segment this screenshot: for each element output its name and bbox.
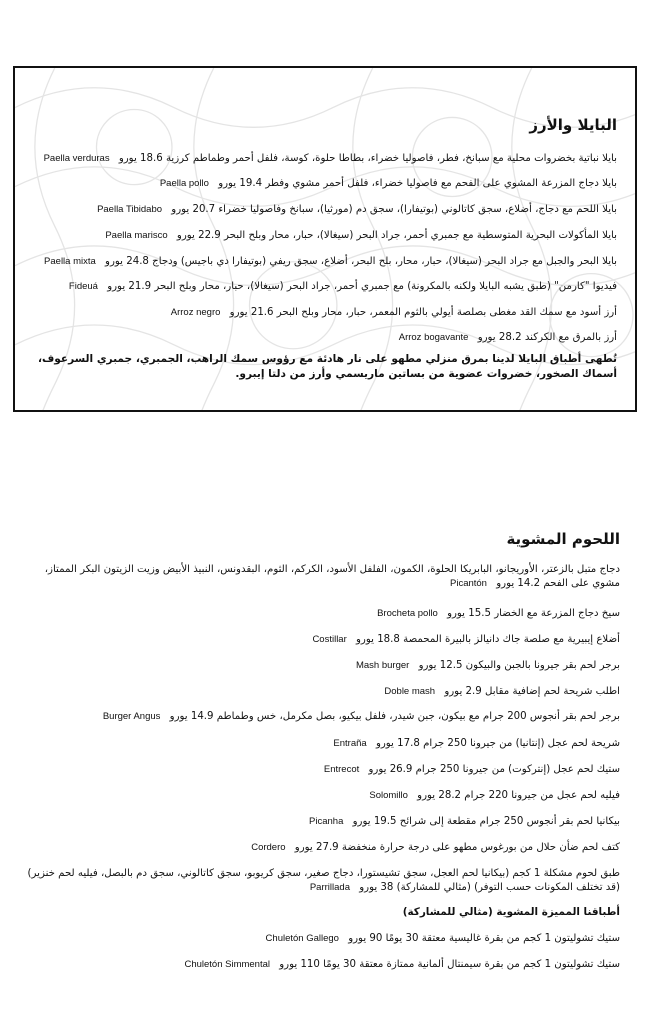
item-name: Picanha	[309, 816, 344, 827]
menu-item	[384, 685, 620, 699]
section-title: اللحوم المشوية	[506, 530, 620, 548]
menu-item	[356, 659, 620, 673]
item-description: بايلا المأكولات البحرية المتوسطية مع جمبري أحمر، جراد البحر (سيغالا)، حبار، محار وبلح البحر 22.9 يورو	[176, 230, 617, 241]
item-description: بايلا البحر والجبل مع جراد البحر (سيغالا)، حبار، محار، بلح البحر، أضلاع، سجق ريفي (بوتيفارا دي باجيس) ودجاج 24.8 يورو	[105, 256, 617, 267]
menu-item	[251, 841, 620, 855]
item-description: بيكانيا لحم بقر أنجوس 250 جرام مقطعة إلى شرائح 19.5 يورو	[352, 816, 620, 827]
item-name: Parrillada	[309, 882, 350, 893]
item-description: ستيك تشوليتون 1 كجم من بقرة سيمنتال ألمانية ممتازة معتقة 30 يومًا 110 يورو	[279, 959, 620, 970]
item-name: Cordero	[251, 842, 286, 853]
item-description: فيليه لحم عجل من جيرونا 220 جرام 28.2 يورو	[417, 790, 620, 801]
item-name: Brocheta pollo	[377, 608, 438, 619]
item-name: Chuletón Simmental	[184, 959, 270, 970]
item-name: Fideuá	[68, 281, 98, 292]
item-name: Burger Angus	[102, 711, 161, 722]
menu-item	[20, 563, 620, 591]
paella-note: تُطهى أطباق البايلا لدينا بمرق منزلي مطهو على نار هادئة مع رؤوس سمك الراهب، الجمبري، جمبري السرعوف، أسماك الصخور، خضروات عضوية من بساتين ماريسمي وأرز من دلتا إيبرو.	[37, 353, 617, 380]
item-description: فيديوا "كارمن" (طبق يشبه البايلا ولكنه بالمكرونة) مع جمبري أحمر، جراد البحر (سيغالا)، حبار، محار وبلح البحر 21.9 يورو	[107, 281, 617, 292]
menu-item	[369, 789, 620, 803]
menu-item	[309, 815, 620, 829]
menu-item	[184, 958, 620, 972]
item-name: Picantón	[450, 578, 487, 589]
item-description: بايلا اللحم مع دجاج، أضلاع، سجق كاتالوني (بوتيفارا)، سجق دم (مورثيا)، سبانخ وفاصوليا خضراء 20.7 يورو	[171, 204, 617, 215]
item-description: كتف لحم ضأن حلال من بورغوس مطهو على درجة حرارة منخفضة 27.9 يورو	[294, 842, 620, 853]
item-description: أرز بالمرق مع الكركند 28.2 يورو	[477, 332, 617, 343]
item-description: طبق لحوم مشكلة 1 كجم (بيكانيا لحم العجل، سجق تشيستورا، دجاج صغير، سجق كريوبو، سجق كاتالوني، سجق دم بالبصل، فيليه لحم خنزير) (قد تختلف المكونات حسب التوفر) (مثالي للمشاركة) 38 يورو	[27, 868, 620, 893]
item-description: سيخ دجاج المزرعة مع الخضار 15.5 يورو	[447, 608, 620, 619]
item-name: Paella marisco	[105, 230, 168, 241]
item-description: أضلاع إيبيرية مع صلصة جاك دانيالز بالبيرة المحمصة 18.8 يورو	[356, 634, 620, 645]
menu-item	[103, 710, 620, 724]
item-description: برجر لحم بقر أنجوس 200 جرام مع بيكون، جبن شيدر، فلفل بيكيو، بصل مكرمل، خس وطماطم 14.9 يورو	[169, 711, 620, 722]
menu-item	[266, 932, 620, 946]
menu-item	[333, 737, 620, 751]
item-name: Paella verduras	[43, 153, 110, 164]
item-description: برجر لحم بقر جيرونا بالجبن والبيكون 12.5 يورو	[418, 660, 620, 671]
featured-heading: أطباقنا المميزة المشوية (مثالي للمشاركة)	[402, 906, 620, 918]
item-description: ستيك تشوليتون 1 كجم من بقرة غاليسية معتقة 30 يومًا 90 يورو	[348, 933, 620, 944]
item-name: Mash burger	[355, 660, 410, 671]
menu-item	[377, 607, 620, 621]
menu-item	[324, 763, 620, 777]
item-name: Entrecot	[323, 764, 360, 775]
item-name: Entraña	[333, 738, 367, 749]
item-description: دجاج متبل بالزعتر، الأوريجانو، البابريكا الحلوة، الكمون، الفلفل الأسود، الكركم، الثوم، البقدونس، النبيذ الأبيض وزيت الزيتون البكر الممتاز، مشوي على الفحم 14.2 يورو	[44, 564, 620, 589]
item-description: ستيك لحم عجل (إنتركوت) من جيرونا 250 جرام 26.9 يورو	[368, 764, 620, 775]
item-description: أرز أسود مع سمك القد مغطى بصلصة أيولي بالثوم المعمر، حبار، محار وبلح البحر 21.6 يورو	[229, 307, 617, 318]
item-name: Doble mash	[384, 686, 436, 697]
item-name: Paella Tibidabo	[97, 204, 163, 215]
section-title: البايلا والأرز	[529, 116, 617, 134]
item-name: Arroz bogavante	[398, 332, 469, 343]
item-name: Solomillo	[369, 790, 408, 801]
item-name: Costillar	[312, 634, 347, 645]
item-name: Paella pollo	[159, 178, 209, 189]
item-description: اطلب شريحة لحم إضافية مقابل 2.9 يورو	[444, 686, 620, 697]
item-name: Chuletón Gallego	[265, 933, 339, 944]
item-name: Arroz negro	[170, 307, 221, 318]
item-name: Paella mixta	[44, 256, 96, 267]
item-description: بايلا نباتية بخضروات محلية مع سبانخ، فطر، فاصوليا خضراء، بطاطا حلوة، كوسة، فلفل أحمر وطماطم كرزية 18.6 يورو	[118, 153, 617, 164]
item-description: شريحة لحم عجل (إنتانيا) من جيرونا 250 جرام 17.8 يورو	[375, 738, 620, 749]
menu-item	[20, 867, 620, 895]
item-description: بايلا دجاج المزرعة المشوي على الفحم مع فاصوليا خضراء، فلفل أحمر مشوي وفطر 19.4 يورو	[218, 178, 617, 189]
menu-item	[312, 633, 620, 647]
